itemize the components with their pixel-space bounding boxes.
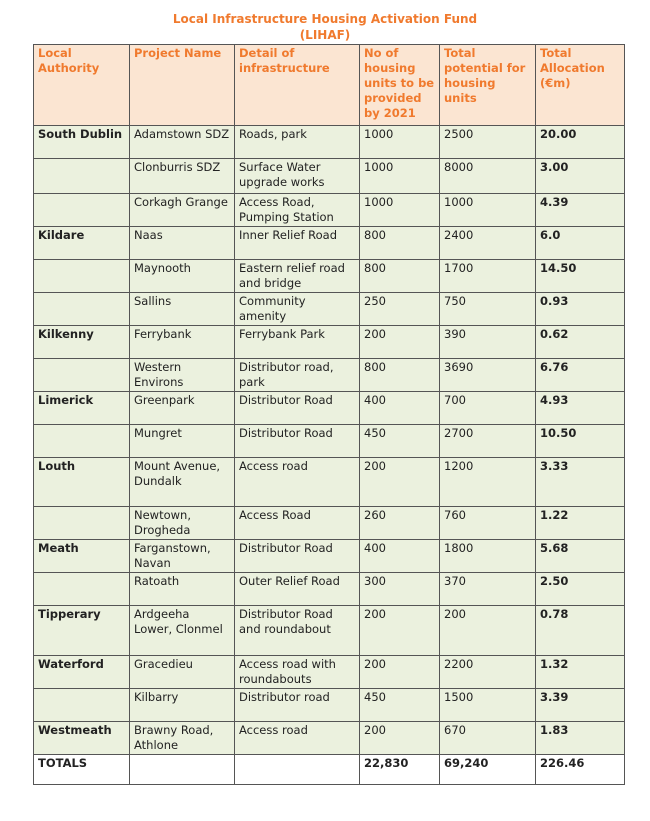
cell-project: Ratoath <box>130 573 235 606</box>
cell-detail: Distributor Road and roundabout <box>235 606 360 656</box>
header-project-name: Project Name <box>130 45 235 126</box>
cell-detail: Distributor Road <box>235 392 360 425</box>
cell-potential: 2700 <box>440 425 536 458</box>
totals-potential: 69,240 <box>440 755 536 785</box>
cell-authority <box>34 359 130 392</box>
totals-empty-detail <box>235 755 360 785</box>
cell-units-2021: 450 <box>360 425 440 458</box>
cell-potential: 200 <box>440 606 536 656</box>
cell-project: Mount Avenue, Dundalk <box>130 458 235 507</box>
cell-project: Naas <box>130 227 235 260</box>
cell-detail: Access Road, Pumping Station <box>235 194 360 227</box>
cell-units-2021: 200 <box>360 606 440 656</box>
cell-potential: 750 <box>440 293 536 326</box>
cell-allocation: 5.68 <box>536 540 625 573</box>
cell-units-2021: 800 <box>360 227 440 260</box>
cell-authority: Kildare <box>34 227 130 260</box>
cell-detail: Distributor Road <box>235 540 360 573</box>
cell-detail: Community amenity <box>235 293 360 326</box>
lihaf-table <box>33 44 625 785</box>
cell-allocation: 1.32 <box>536 656 625 689</box>
table-row <box>34 606 625 656</box>
cell-authority: Limerick <box>34 392 130 425</box>
cell-allocation: 3.00 <box>536 159 625 194</box>
cell-detail: Distributor Road <box>235 425 360 458</box>
cell-allocation: 6.0 <box>536 227 625 260</box>
cell-project: Ferrybank <box>130 326 235 359</box>
totals-empty-project <box>130 755 235 785</box>
cell-units-2021: 200 <box>360 326 440 359</box>
cell-allocation: 4.93 <box>536 392 625 425</box>
cell-units-2021: 260 <box>360 507 440 540</box>
cell-project: Western Environs <box>130 359 235 392</box>
cell-units-2021: 200 <box>360 458 440 507</box>
cell-project: Corkagh Grange <box>130 194 235 227</box>
cell-units-2021: 1000 <box>360 194 440 227</box>
cell-allocation: 0.62 <box>536 326 625 359</box>
cell-project: Mungret <box>130 425 235 458</box>
cell-project: Greenpark <box>130 392 235 425</box>
cell-units-2021: 200 <box>360 656 440 689</box>
table-row <box>34 425 625 458</box>
cell-allocation: 3.39 <box>536 689 625 722</box>
cell-detail: Distributor road <box>235 689 360 722</box>
cell-potential: 670 <box>440 722 536 755</box>
cell-authority: Tipperary <box>34 606 130 656</box>
cell-detail: Distributor road, park <box>235 359 360 392</box>
cell-potential: 1200 <box>440 458 536 507</box>
cell-allocation: 20.00 <box>536 126 625 159</box>
cell-authority: Westmeath <box>34 722 130 755</box>
table-row <box>34 722 625 755</box>
table-row <box>34 458 625 507</box>
cell-allocation: 14.50 <box>536 260 625 293</box>
cell-project: Newtown, Drogheda <box>130 507 235 540</box>
cell-project: Gracedieu <box>130 656 235 689</box>
header-detail: Detail of infrastructure <box>235 45 360 126</box>
cell-project: Clonburris SDZ <box>130 159 235 194</box>
table-row <box>34 126 625 159</box>
cell-authority <box>34 689 130 722</box>
cell-project: Sallins <box>130 293 235 326</box>
cell-project: Farganstown, Navan <box>130 540 235 573</box>
cell-authority <box>34 573 130 606</box>
cell-authority: Kilkenny <box>34 326 130 359</box>
cell-detail: Access road <box>235 722 360 755</box>
page-title: Local Infrastructure Housing Activation Fund <box>172 12 478 26</box>
cell-units-2021: 800 <box>360 359 440 392</box>
cell-units-2021: 400 <box>360 392 440 425</box>
cell-project: Adamstown SDZ <box>130 126 235 159</box>
cell-allocation: 1.83 <box>536 722 625 755</box>
cell-authority: South Dublin <box>34 126 130 159</box>
table-row <box>34 573 625 606</box>
page-subtitle: (LIHAF) <box>299 28 351 42</box>
table-row <box>34 656 625 689</box>
cell-project: Brawny Road, Athlone <box>130 722 235 755</box>
cell-potential: 1700 <box>440 260 536 293</box>
totals-label: TOTALS <box>34 755 130 785</box>
cell-potential: 1000 <box>440 194 536 227</box>
cell-units-2021: 300 <box>360 573 440 606</box>
cell-potential: 2400 <box>440 227 536 260</box>
cell-units-2021: 450 <box>360 689 440 722</box>
cell-authority <box>34 194 130 227</box>
cell-potential: 1500 <box>440 689 536 722</box>
cell-units-2021: 200 <box>360 722 440 755</box>
table-row <box>34 689 625 722</box>
cell-units-2021: 1000 <box>360 126 440 159</box>
table-row <box>34 159 625 194</box>
cell-potential: 8000 <box>440 159 536 194</box>
cell-detail: Outer Relief Road <box>235 573 360 606</box>
table-header-row <box>34 45 625 126</box>
totals-units-2021: 22,830 <box>360 755 440 785</box>
cell-allocation: 1.22 <box>536 507 625 540</box>
cell-potential: 3690 <box>440 359 536 392</box>
cell-project: Maynooth <box>130 260 235 293</box>
cell-authority <box>34 507 130 540</box>
cell-detail: Roads, park <box>235 126 360 159</box>
table-row <box>34 194 625 227</box>
header-units-2021: No of housing units to be provided by 2021 <box>360 45 440 126</box>
cell-authority <box>34 425 130 458</box>
cell-potential: 1800 <box>440 540 536 573</box>
cell-authority <box>34 159 130 194</box>
cell-potential: 700 <box>440 392 536 425</box>
cell-units-2021: 250 <box>360 293 440 326</box>
cell-detail: Access road with roundabouts <box>235 656 360 689</box>
header-potential: Total potential for housing units <box>440 45 536 126</box>
table-row <box>34 326 625 359</box>
cell-allocation: 4.39 <box>536 194 625 227</box>
cell-allocation: 3.33 <box>536 458 625 507</box>
cell-authority: Meath <box>34 540 130 573</box>
cell-detail: Surface Water upgrade works <box>235 159 360 194</box>
cell-authority: Waterford <box>34 656 130 689</box>
totals-row <box>34 755 625 785</box>
cell-allocation: 0.93 <box>536 293 625 326</box>
table-row <box>34 507 625 540</box>
cell-allocation: 10.50 <box>536 425 625 458</box>
header-local-authority: Local Authority <box>34 45 130 126</box>
cell-authority <box>34 293 130 326</box>
table-row <box>34 293 625 326</box>
totals-allocation: 226.46 <box>536 755 625 785</box>
cell-allocation: 2.50 <box>536 573 625 606</box>
cell-detail: Access Road <box>235 507 360 540</box>
cell-project: Kilbarry <box>130 689 235 722</box>
cell-authority <box>34 260 130 293</box>
cell-detail: Access road <box>235 458 360 507</box>
cell-project: Ardgeeha Lower, Clonmel <box>130 606 235 656</box>
cell-potential: 390 <box>440 326 536 359</box>
cell-detail: Eastern relief road and bridge <box>235 260 360 293</box>
cell-potential: 370 <box>440 573 536 606</box>
table-row <box>34 227 625 260</box>
cell-units-2021: 1000 <box>360 159 440 194</box>
header-allocation: Total Allocation (€m) <box>536 45 625 126</box>
cell-detail: Inner Relief Road <box>235 227 360 260</box>
cell-potential: 760 <box>440 507 536 540</box>
cell-units-2021: 800 <box>360 260 440 293</box>
table-row <box>34 260 625 293</box>
cell-authority: Louth <box>34 458 130 507</box>
table-row <box>34 392 625 425</box>
cell-detail: Ferrybank Park <box>235 326 360 359</box>
cell-allocation: 6.76 <box>536 359 625 392</box>
cell-potential: 2200 <box>440 656 536 689</box>
cell-potential: 2500 <box>440 126 536 159</box>
table-row <box>34 540 625 573</box>
table-row <box>34 359 625 392</box>
cell-allocation: 0.78 <box>536 606 625 656</box>
cell-units-2021: 400 <box>360 540 440 573</box>
